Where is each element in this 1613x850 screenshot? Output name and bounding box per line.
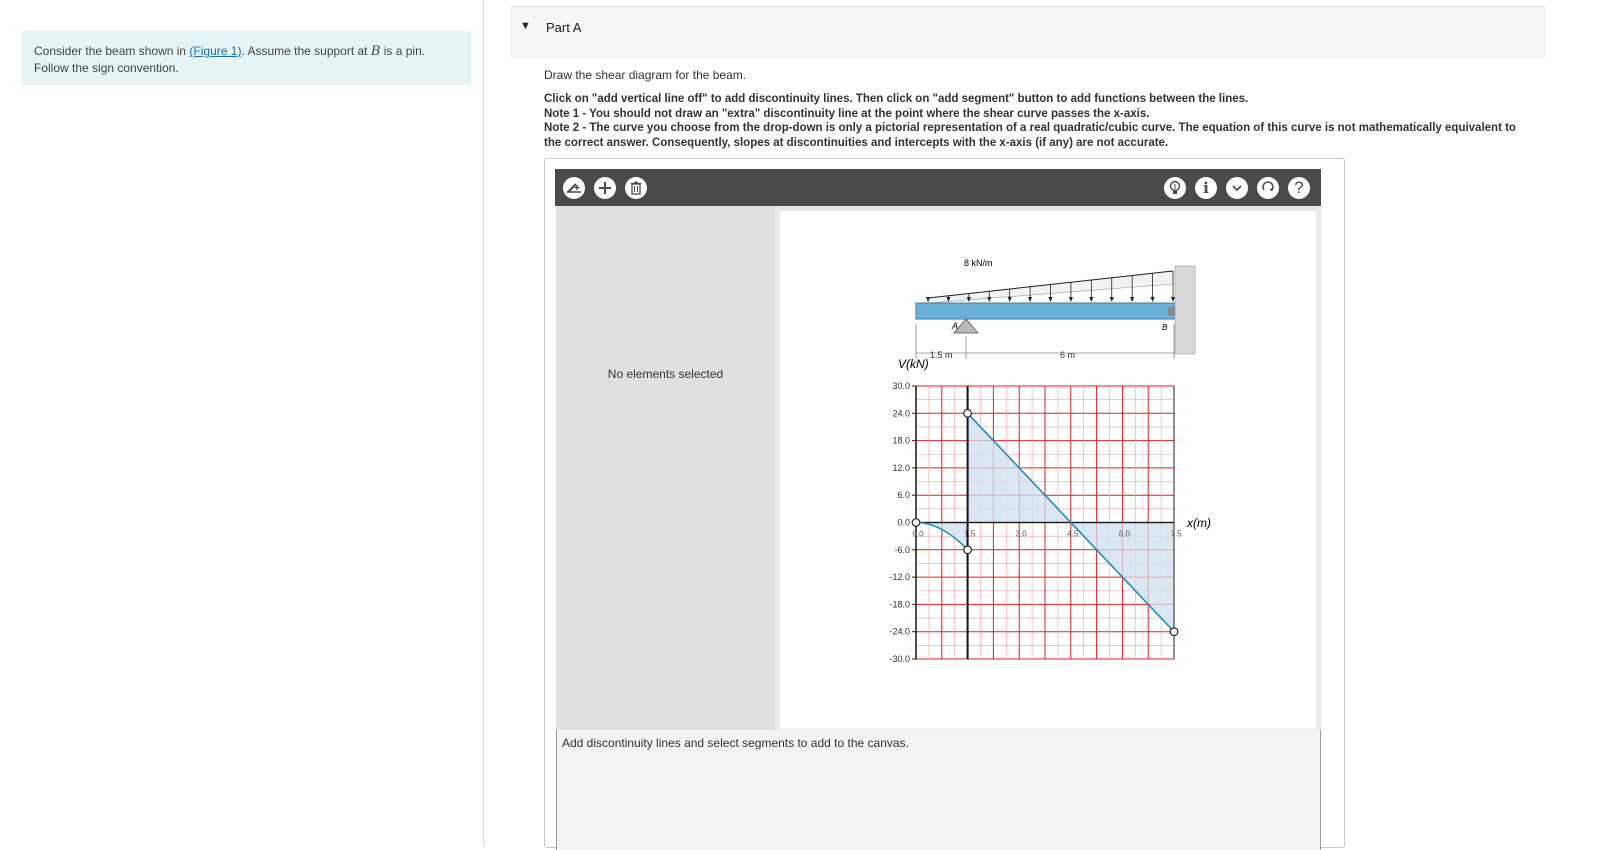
load-arrow-head [987,297,991,302]
figure-link[interactable]: (Figure 1) [189,44,242,58]
x-tick-label: 3.0 [1015,529,1027,539]
y-tick-label: 24.0 [892,408,910,419]
add-vertical-line-icon[interactable] [563,177,585,199]
instructions [544,92,1554,150]
instruction-line: Click on "add vertical line off" to add discontinuity lines. Then click on "add segment" button to add functions between the lines. [544,93,1249,105]
problem-mid-text: . Assume the support at [241,44,371,58]
hint-icon[interactable] [1164,177,1186,199]
panel-divider [483,0,484,846]
collapse-triangle-icon[interactable]: ▼ [520,20,531,32]
curve-endpoint[interactable] [964,410,972,418]
support-variable: B [370,44,381,59]
x-tick-label: 6.0 [1118,529,1130,539]
support-a-label: A [952,321,959,331]
y-tick-label: 6.0 [897,490,910,501]
load-arrow-head [1151,297,1155,302]
instruction-note-2: Note 2 - The curve you choose from the drop-down is only a pictorial representation of a real quadratic/cubic curve. The equation of this curve is not mathematically equivalent to [544,122,1516,134]
reset-icon[interactable] [1257,177,1279,199]
curve-endpoint[interactable] [964,546,972,554]
y-tick-label: -12.0 [889,572,910,583]
x-tick-label: 1.5 [964,529,976,539]
load-arrow-head [1089,297,1093,302]
info-icon-glyph: i [1203,179,1209,197]
x-tick-label: 7.5 [1170,529,1182,539]
y-tick-label: -18.0 [889,599,910,610]
part-title: Part A [546,20,582,35]
problem-intro-text: Consider the beam shown in [34,44,190,58]
y-axis-label: V(kN) [898,357,929,371]
support-b-icon [1168,307,1175,315]
load-arrow-head [1028,297,1032,302]
x-axis-label: x(m) [1187,516,1211,530]
no-selection-text: No elements selected [607,367,724,381]
delete-icon[interactable] [625,177,647,199]
status-text: Add discontinuity lines and select segments to add to the canvas. [562,736,909,750]
load-arrow-head [1049,297,1053,302]
beam-figure [916,258,1195,360]
y-tick-label: -24.0 [889,626,910,637]
x-tick-label: 0.0 [912,529,924,539]
load-arrow-head [1069,297,1073,302]
info-icon[interactable] [1195,177,1217,199]
load-arrow-head [1008,297,1012,302]
load-arrow-head [1130,297,1134,302]
beam [916,303,1175,319]
properties-panel [556,206,775,730]
x-tick-label: 4.5 [1067,529,1079,539]
curve-endpoint[interactable] [912,519,920,527]
load-arrow-head [1171,297,1175,302]
shear-diagram-svg[interactable] [780,211,1316,729]
problem-end-text: is a pin. Follow the sign convention. [34,44,426,75]
y-tick-label: 0.0 [897,517,910,528]
dim-label-1: 1.5 m [930,350,953,360]
y-tick-label: 30.0 [892,381,910,391]
y-tick-label: -6.0 [894,544,910,555]
y-tick-label: -30.0 [889,654,910,664]
y-tick-label: 12.0 [892,462,910,473]
y-tick-label: 18.0 [892,435,910,446]
toolbar [555,169,1321,206]
help-icon-glyph: ? [1294,178,1304,197]
drawing-canvas[interactable] [780,211,1316,729]
dropdown-icon[interactable] [1226,177,1248,199]
wall-icon [1175,266,1195,354]
load-arrow-head [1110,297,1114,302]
add-segment-icon[interactable] [594,177,616,199]
part-a-header[interactable] [510,6,1546,58]
problem-statement [22,31,471,85]
instruction-note-2-cont: the correct answer. Consequently, slopes at discontinuities and intercepts with the x-axis (if any) are not accurate. [544,136,1169,149]
instruction-note-1: Note 1 - You should not draw an "extra" discontinuity line at the point where the shear curve passes the x-axis. [544,107,1150,120]
status-bar [556,730,1321,850]
help-icon[interactable] [1288,177,1310,199]
dim-label-2: 6 m [1060,350,1076,360]
curve-endpoint[interactable] [1170,628,1178,636]
support-b-label: B [1162,323,1168,332]
part-prompt: Draw the shear diagram for the beam. [544,68,747,82]
load-label: 8 kN/m [964,258,993,268]
